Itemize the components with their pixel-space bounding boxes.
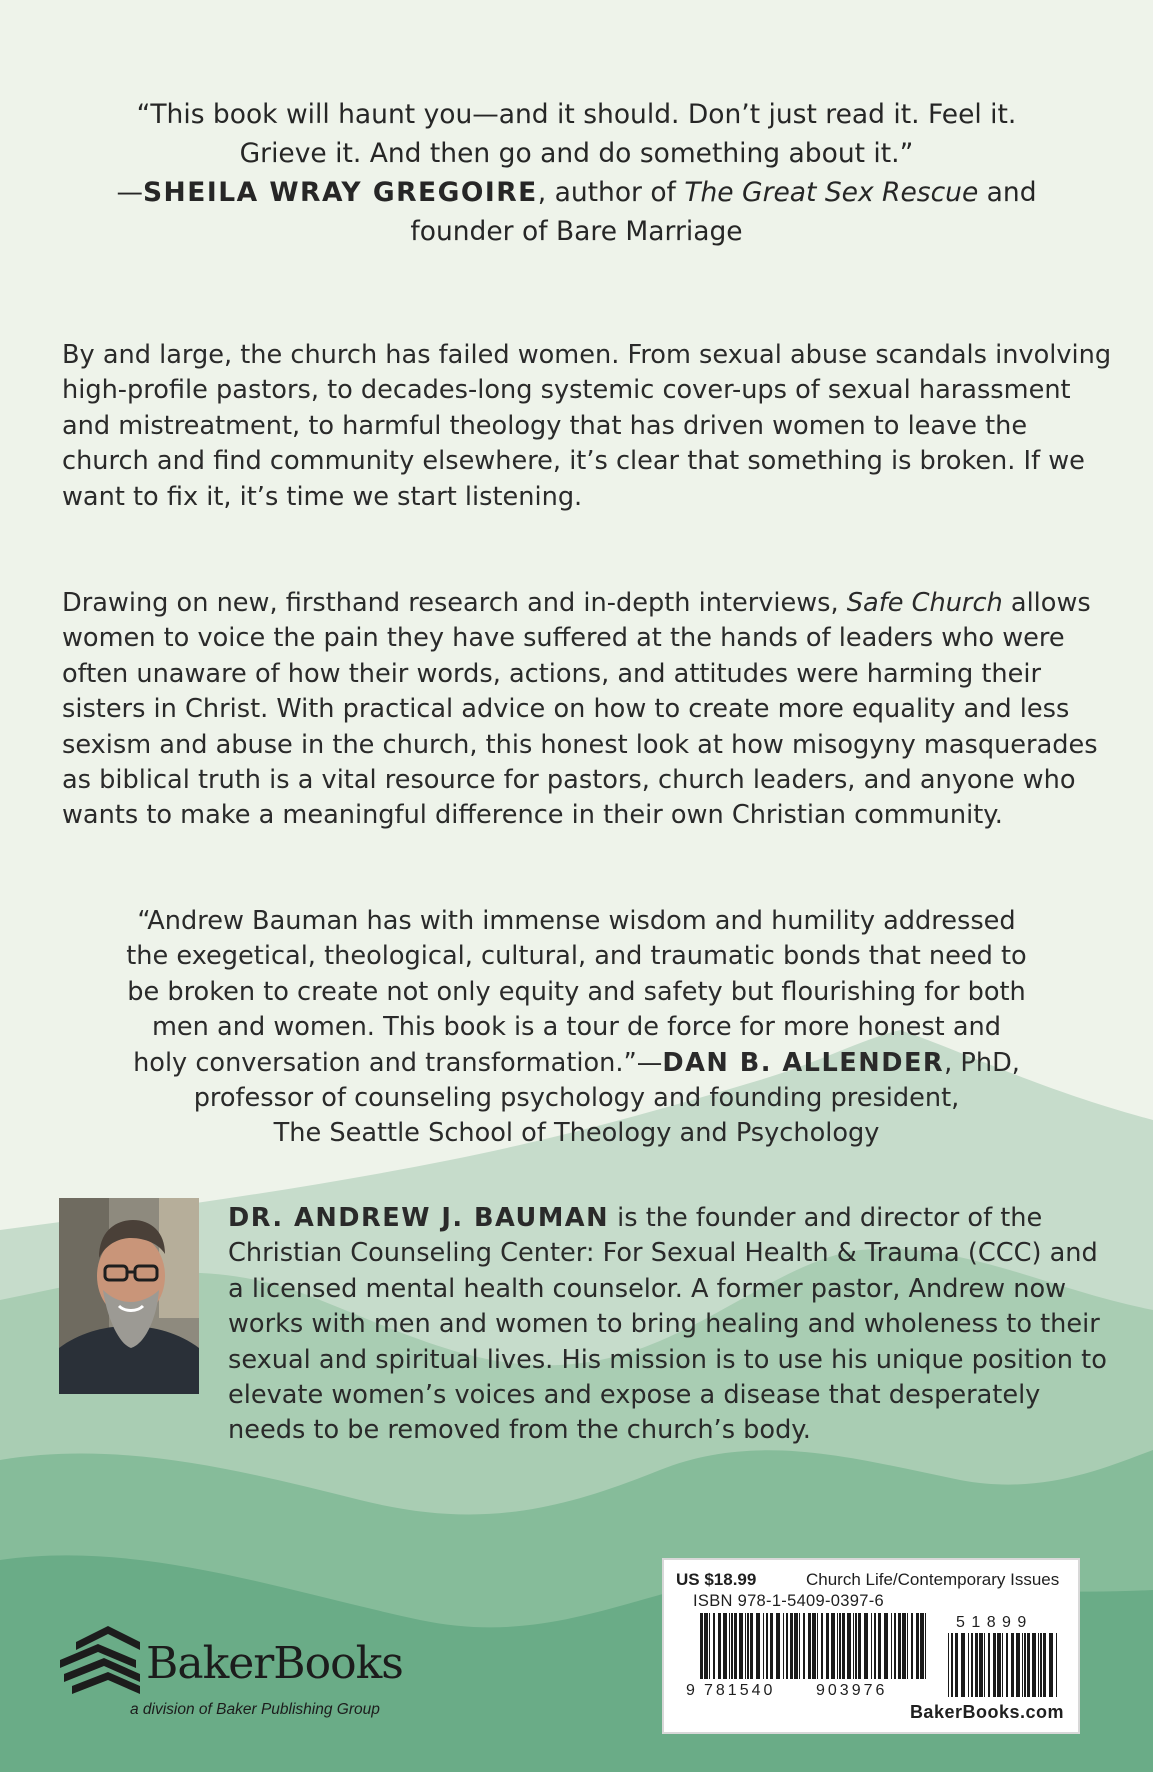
- main-barcode-bars: [700, 1613, 926, 1679]
- barcode-stripe: [723, 1613, 727, 1679]
- barcode-stripe: [729, 1613, 730, 1679]
- barcode-stripe: [817, 1613, 818, 1679]
- barcode-stripe: [776, 1613, 780, 1679]
- isbn-barcode: [686, 1613, 1064, 1697]
- barcode-stripe: [948, 1633, 949, 1697]
- quote-line-2: Grieve it. And then go and do something about it.”: [239, 138, 914, 169]
- quote-line-4: founder of Bare Marriage: [410, 216, 743, 247]
- barcode-stripe: [1016, 1633, 1020, 1697]
- barcode-stripe: [951, 1633, 953, 1697]
- endorsement-line-4: men and women. This book is a tour de force for more honest and: [152, 1012, 1001, 1043]
- barcode-stripe: [955, 1633, 958, 1697]
- barcode-stripe: [1038, 1633, 1039, 1697]
- front-endorsement-quote: [60, 95, 1093, 251]
- publisher-website: BakerBooks.com: [909, 1702, 1064, 1722]
- barcode-stripe: [763, 1613, 764, 1679]
- barcode-stripe: [739, 1613, 743, 1679]
- barcode-stripe: [839, 1613, 841, 1679]
- quote-author-mid: , author of: [537, 177, 685, 208]
- barcode-stripe: [858, 1613, 861, 1679]
- barcode-stripe: [1006, 1633, 1008, 1697]
- barcode-stripe: [961, 1633, 965, 1697]
- barcode-stripe: [871, 1613, 872, 1679]
- barcode-stripe: [1002, 1633, 1003, 1697]
- barcode-stripe: [713, 1613, 715, 1679]
- barcode-stripe: [971, 1633, 973, 1697]
- endorsement-line-2: the exegetical, theological, cultural, and traumatic bonds that need to: [126, 941, 1027, 972]
- endorsement-line-5: [60, 1046, 1093, 1081]
- barcode-stripe: [731, 1613, 733, 1679]
- barcode-stripe: [984, 1633, 985, 1697]
- endorsement-author-name: DAN B. ALLENDER: [662, 1047, 945, 1078]
- barcode-digit-group-1: 781540: [704, 1682, 776, 1697]
- barcode-stripe: [847, 1613, 851, 1679]
- author-portrait-illustration: [59, 1198, 199, 1394]
- barcode-stripe: [709, 1613, 710, 1679]
- barcode-stripe: [968, 1633, 969, 1697]
- para2-start: Drawing on new, firsthand research and in-depth interviews,: [62, 588, 847, 618]
- quote-attribution: [60, 173, 1093, 212]
- barcode-stripe: [1056, 1633, 1057, 1697]
- addon-barcode-bars: [948, 1633, 1057, 1697]
- barcode-stripe: [786, 1613, 788, 1679]
- category-label: Church Life/Contemporary Issues: [806, 1570, 1060, 1589]
- barcode-stripe: [1032, 1633, 1036, 1697]
- barcode-stripe: [891, 1613, 892, 1679]
- author-bio: [228, 1201, 1108, 1449]
- barcode-stripe: [799, 1613, 800, 1679]
- barcode-stripe: [745, 1613, 746, 1679]
- barcode-stripe: [718, 1613, 721, 1679]
- barcode-stripe: [1011, 1633, 1014, 1697]
- endorsement-line-7: The Seattle School of Theology and Psychology: [273, 1118, 880, 1149]
- barcode-stripe: [747, 1613, 749, 1679]
- publisher-name: BakerBooks: [146, 1638, 403, 1689]
- quote-book-title: The Great Sex Rescue: [684, 177, 979, 208]
- isbn-label: ISBN 978-1-5409-0397-6: [693, 1592, 884, 1610]
- barcode-stripe: [925, 1613, 926, 1679]
- barcode-stripe: [831, 1613, 835, 1679]
- para2-book-title: Safe Church: [846, 588, 1003, 618]
- barcode-first-digit: 9: [686, 1682, 695, 1697]
- barcode-stripe: [821, 1613, 823, 1679]
- barcode-stripe: [979, 1633, 983, 1697]
- barcode-stripe: [898, 1613, 901, 1679]
- barcode-stripe: [837, 1613, 838, 1679]
- barcode-stripe: [878, 1613, 881, 1679]
- barcode-stripe: [826, 1613, 829, 1679]
- barcode-stripe: [920, 1613, 924, 1679]
- barcode-stripe: [783, 1613, 784, 1679]
- publisher-subtitle: a division of Baker Publishing Group: [130, 1701, 380, 1718]
- endorsement-line-1: “Andrew Bauman has with immense wisdom and humility addressed: [137, 906, 1016, 936]
- barcode-stripe: [803, 1613, 805, 1679]
- barcode-stripe: [916, 1613, 919, 1679]
- barcode-stripe: [975, 1633, 978, 1697]
- barcode-stripe: [1040, 1633, 1042, 1697]
- price-label: US $18.99: [676, 1570, 757, 1589]
- barcode-stripe: [750, 1613, 753, 1679]
- barcode-stripe: [756, 1613, 760, 1679]
- barcode-stripe: [1022, 1633, 1023, 1697]
- quote-author-end: and: [978, 177, 1037, 208]
- quote-dash: —: [116, 177, 143, 208]
- barcode-stripe: [734, 1613, 737, 1679]
- barcode-stripe: [902, 1613, 906, 1679]
- barcode-stripe: [766, 1613, 768, 1679]
- price-code-digits: 5 1 8 9 9: [956, 1614, 1028, 1631]
- barcode-stripe: [1049, 1633, 1053, 1697]
- barcode-box: [662, 1558, 1080, 1734]
- barcode-stripe: [874, 1613, 876, 1679]
- endorsement-line-6: professor of counseling psychology and founding president,: [193, 1083, 960, 1114]
- allender-endorsement: [60, 904, 1093, 1152]
- endorsement-line-5-start: holy conversation and transformation.”—: [133, 1047, 663, 1078]
- description-paragraph-2: [62, 586, 1112, 834]
- barcode-stripe: [911, 1613, 913, 1679]
- barcode-digit-group-2: 903976: [816, 1682, 888, 1697]
- barcode-stripe: [790, 1613, 793, 1679]
- barcode-stripe: [884, 1613, 888, 1679]
- barcode-stripe: [993, 1633, 996, 1697]
- endorsement-author-degree: , PhD,: [944, 1047, 1020, 1078]
- barcode-stripe: [894, 1613, 896, 1679]
- barcode-stripe: [988, 1633, 990, 1697]
- author-photo: [59, 1198, 199, 1394]
- barcode-stripe: [842, 1613, 845, 1679]
- barcode-stripe: [808, 1613, 811, 1679]
- description-paragraph-1: By and large, the church has failed women. From sexual abuse scandals involving high-profile pastors, to decades-long systemic cover-ups of sexual harassment and mistreatment, to harmful theology that has driven women to leave the church and find community elsewhere, it’s clear that something is broken. If we want to fix it, it’s time we start listening.: [62, 340, 1112, 512]
- quote-author-name: SHEILA WRAY GREGOIRE: [142, 177, 538, 208]
- publisher-logo: [58, 1624, 438, 1724]
- barcode-stripe: [1043, 1633, 1046, 1697]
- barcode-stripe: [1024, 1633, 1026, 1697]
- endorsement-line-3: be broken to create not only equity and safety but flourishing for both: [127, 976, 1026, 1007]
- quote-line-1: “This book will haunt you—and it should. Don’t just read it. Feel it.: [136, 99, 1017, 130]
- barcode-stripe: [700, 1613, 703, 1679]
- barcode-stripe: [864, 1613, 868, 1679]
- barcode-stripe: [997, 1633, 1001, 1697]
- barcode-stripe: [907, 1613, 908, 1679]
- barcode-stripe: [1027, 1633, 1030, 1697]
- barcode-stripe: [855, 1613, 857, 1679]
- bakerbooks-logo-icon: [58, 1624, 142, 1698]
- barcode-stripe: [704, 1613, 708, 1679]
- barcode-stripe: [770, 1613, 773, 1679]
- barcode-stripe: [853, 1613, 854, 1679]
- barcode-stripe: [812, 1613, 816, 1679]
- barcode-stripe: [794, 1613, 798, 1679]
- bio-author-name: DR. ANDREW J. BAUMAN: [228, 1203, 610, 1233]
- para2-rest: allows women to voice the pain they have suffered at the hands of leaders who were often unaware of how their words, actions, and attitudes were harming their sisters in Christ. With practical advice on how to create more equality and less sexism and abuse in the church, this honest look at how misogyny masquerades as biblical truth is a vital resource for pastors, church leaders, and anyone who wants to make a meaningful difference in their own Christian community.: [62, 588, 1098, 831]
- bio-text: is the founder and director of the Christian Counseling Center: For Sexual Health & Trauma (CCC) and a licensed mental health counselor. A former pastor, Andrew now works with men and women to bring healing and wholeness to their sexual and spiritual lives. His mission is to use his unique position to elevate women’s voices and expose a disease that desperately needs to be removed from the church’s body.: [228, 1203, 1107, 1446]
